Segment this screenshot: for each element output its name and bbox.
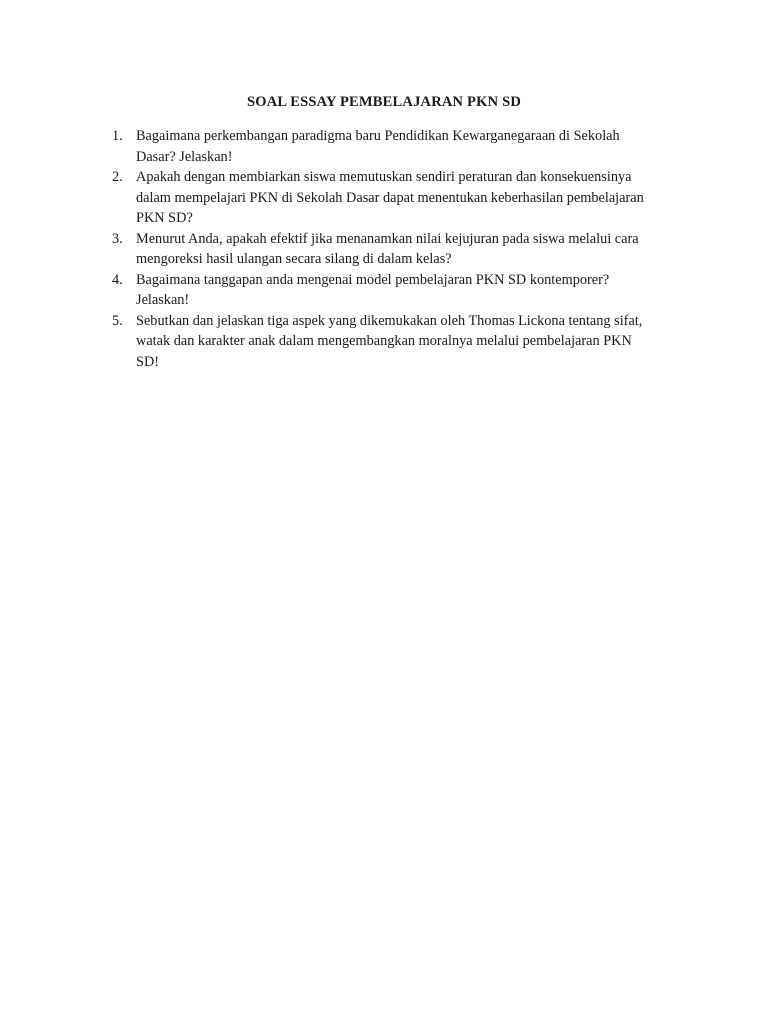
question-item-5 <box>110 311 670 373</box>
question-list <box>110 126 670 372</box>
question-item-3 <box>110 229 670 270</box>
document-title: SOAL ESSAY PEMBELAJARAN PKN SD <box>246 94 522 110</box>
question-line: Apakah dengan membiarkan siswa memutuskan sendiri peraturan dan konsekuensinya <box>136 169 632 185</box>
question-number: 3. <box>112 230 123 247</box>
question-line: Dasar? Jelaskan! <box>136 148 233 165</box>
question-line: Jelaskan! <box>136 292 190 308</box>
question-number: 4. <box>112 271 123 288</box>
question-line: Menurut Anda, apakah efektif jika menanamkan nilai kejujuran pada siswa melalui cara <box>136 230 639 247</box>
question-line: Sebutkan dan jelaskan tiga aspek yang dikemukakan oleh Thomas Lickona tentang sifat, <box>136 312 643 329</box>
question-line: Bagaimana tanggapan anda mengenai model pembelajaran PKN SD kontemporer? <box>136 271 610 288</box>
question-item-4 <box>110 270 670 311</box>
question-item-1 <box>110 126 670 167</box>
question-number: 1. <box>112 128 123 144</box>
question-line: SD! <box>136 353 160 370</box>
question-line: watak dan karakter anak dalam mengembangkan moralnya melalui pembelajaran PKN <box>136 333 632 349</box>
question-number: 2. <box>112 169 123 185</box>
question-line: mengoreksi hasil ulangan secara silang di dalam kelas? <box>136 251 452 267</box>
question-line: Bagaimana perkembangan paradigma baru Pendidikan Kewarganegaraan di Sekolah <box>136 128 620 144</box>
question-item-2 <box>110 167 670 229</box>
question-line: PKN SD? <box>136 210 193 226</box>
question-line: dalam mempelajari PKN di Sekolah Dasar dapat menentukan keberhasilan pembelajaran <box>136 189 644 206</box>
question-number: 5. <box>112 312 123 329</box>
